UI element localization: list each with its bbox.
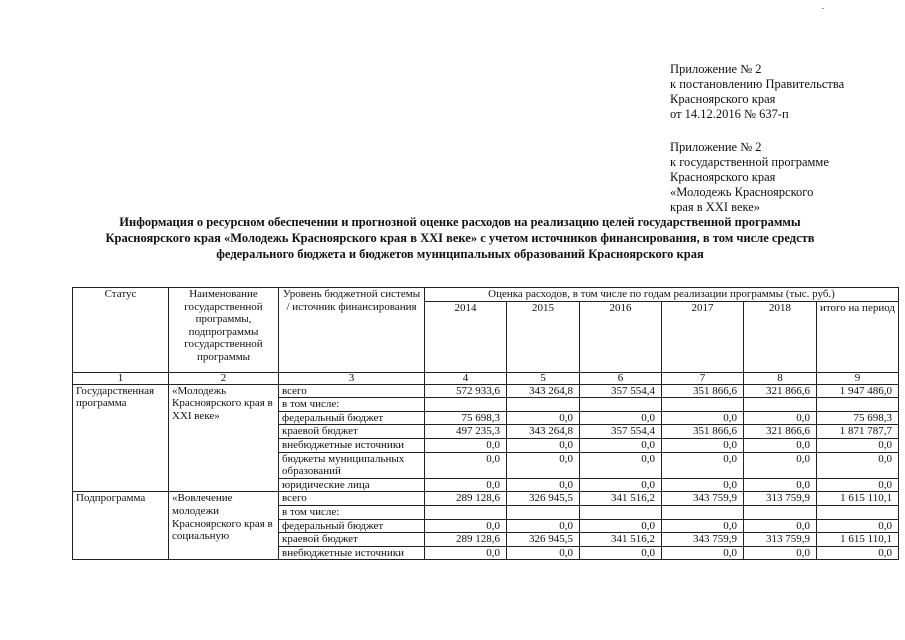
value-total — [817, 505, 899, 519]
scan-speck — [822, 8, 824, 9]
value-cell — [662, 398, 744, 412]
column-number: 6 — [580, 372, 662, 384]
column-number: 4 — [425, 372, 507, 384]
funding-source: краевой бюджет — [279, 533, 425, 547]
funding-table — [72, 287, 899, 560]
column-number: 3 — [279, 372, 425, 384]
value-cell: 313 759,9 — [744, 533, 817, 547]
value-cell: 0,0 — [425, 452, 507, 478]
value-cell: 351 866,6 — [662, 425, 744, 439]
value-cell: 351 866,6 — [662, 384, 744, 398]
value-cell: 341 516,2 — [580, 533, 662, 547]
value-cell: 0,0 — [744, 438, 817, 452]
value-total: 1 615 110,1 — [817, 492, 899, 506]
value-total: 0,0 — [817, 452, 899, 478]
header-year: 2016 — [580, 301, 662, 372]
value-cell: 0,0 — [744, 452, 817, 478]
column-number: 7 — [662, 372, 744, 384]
value-cell: 0,0 — [507, 411, 580, 425]
annex2-line: к государственной программе — [670, 155, 829, 169]
value-cell — [425, 505, 507, 519]
funding-source: федеральный бюджет — [279, 519, 425, 533]
value-cell — [744, 398, 817, 412]
value-cell: 0,0 — [580, 411, 662, 425]
value-cell: 572 933,6 — [425, 384, 507, 398]
header-total: итого на период — [817, 301, 899, 372]
annex2-line: края в XXI веке» — [670, 200, 761, 214]
value-cell — [507, 505, 580, 519]
value-cell: 0,0 — [425, 478, 507, 492]
value-cell: 0,0 — [425, 438, 507, 452]
annex2-line: «Молодежь Красноярского — [670, 185, 814, 199]
header-status: Статус — [73, 288, 169, 373]
funding-source: всего — [279, 492, 425, 506]
value-cell: 321 866,6 — [744, 425, 817, 439]
value-total: 0,0 — [817, 546, 899, 560]
value-cell: 0,0 — [662, 411, 744, 425]
value-cell: 0,0 — [507, 438, 580, 452]
annex2-line: Приложение № 2 — [670, 140, 762, 154]
value-cell: 0,0 — [662, 478, 744, 492]
value-cell: 75 698,3 — [425, 411, 507, 425]
value-cell: 0,0 — [662, 452, 744, 478]
annex2-line: Красноярского края — [670, 170, 776, 184]
value-total: 0,0 — [817, 438, 899, 452]
value-cell: 343 264,8 — [507, 384, 580, 398]
value-cell: 343 759,9 — [662, 492, 744, 506]
row-program-name: «Молодежь Красноярского края в XXI веке» — [169, 384, 279, 492]
value-cell: 343 759,9 — [662, 533, 744, 547]
funding-source: в том числе: — [279, 505, 425, 519]
value-cell: 0,0 — [744, 411, 817, 425]
funding-source: внебюджетные источники — [279, 438, 425, 452]
title-line: Информация о ресурсном обеспечении и прогнозной оценке расходов на реализацию целей государственной программы — [119, 215, 801, 229]
value-total: 1 871 787,7 — [817, 425, 899, 439]
value-cell — [662, 505, 744, 519]
column-number: 1 — [73, 372, 169, 384]
value-cell — [580, 398, 662, 412]
column-number: 2 — [169, 372, 279, 384]
value-cell: 0,0 — [744, 546, 817, 560]
column-number: 8 — [744, 372, 817, 384]
value-cell: 0,0 — [507, 519, 580, 533]
column-number: 9 — [817, 372, 899, 384]
value-cell: 0,0 — [662, 438, 744, 452]
funding-source: всего — [279, 384, 425, 398]
value-cell: 0,0 — [744, 478, 817, 492]
value-cell: 0,0 — [507, 452, 580, 478]
funding-source: юридические лица — [279, 478, 425, 492]
value-cell: 313 759,9 — [744, 492, 817, 506]
value-total: 0,0 — [817, 478, 899, 492]
funding-source: федеральный бюджет — [279, 411, 425, 425]
header-name: Наименование государственной программы, подпрограммы государственной программы — [169, 288, 279, 373]
row-status: Подпрограмма — [73, 492, 169, 560]
funding-source: краевой бюджет — [279, 425, 425, 439]
value-cell: 289 128,6 — [425, 492, 507, 506]
table-row — [73, 492, 899, 506]
value-total: 1 615 110,1 — [817, 533, 899, 547]
annex-to-program — [670, 140, 829, 215]
annex1-line: к постановлению Правительства — [670, 77, 845, 91]
value-cell: 0,0 — [580, 478, 662, 492]
value-cell: 0,0 — [744, 519, 817, 533]
title-line: Красноярского края «Молодежь Красноярского края в XXI веке» с учетом источников финансирования, в том числе средств — [105, 231, 815, 245]
value-cell: 0,0 — [425, 546, 507, 560]
value-cell — [744, 505, 817, 519]
title-line: федерального бюджета и бюджетов муниципальных образований Красноярского края — [216, 247, 704, 261]
header-year: 2018 — [744, 301, 817, 372]
value-total — [817, 398, 899, 412]
value-cell: 0,0 — [507, 546, 580, 560]
value-cell: 497 235,3 — [425, 425, 507, 439]
value-cell: 326 945,5 — [507, 533, 580, 547]
document-title — [60, 214, 860, 262]
value-cell: 289 128,6 — [425, 533, 507, 547]
value-cell: 326 945,5 — [507, 492, 580, 506]
value-cell: 0,0 — [580, 452, 662, 478]
funding-source: бюджеты муниципальных образований — [279, 452, 425, 478]
column-number: 5 — [507, 372, 580, 384]
annex-to-resolution — [670, 62, 844, 122]
header-estimate: Оценка расходов, в том числе по годам реализации программы (тыс. руб.) — [425, 288, 899, 302]
column-numbers-row — [73, 372, 899, 384]
annex1-line: Красноярского края — [670, 92, 776, 106]
row-status: Государственная программа — [73, 384, 169, 492]
value-cell: 0,0 — [580, 546, 662, 560]
value-cell — [580, 505, 662, 519]
value-cell: 0,0 — [580, 519, 662, 533]
value-cell: 341 516,2 — [580, 492, 662, 506]
annex1-line: от 14.12.2016 № 637-п — [670, 107, 789, 121]
value-cell — [425, 398, 507, 412]
funding-source: внебюджетные источники — [279, 546, 425, 560]
value-cell: 0,0 — [662, 519, 744, 533]
header-year: 2015 — [507, 301, 580, 372]
value-cell: 0,0 — [507, 478, 580, 492]
annex1-line: Приложение № 2 — [670, 62, 762, 76]
value-total: 1 947 486,0 — [817, 384, 899, 398]
value-cell: 343 264,8 — [507, 425, 580, 439]
value-cell: 0,0 — [425, 519, 507, 533]
value-cell: 357 554,4 — [580, 425, 662, 439]
header-level: Уровень бюджетной системы / источник финансирования — [279, 288, 425, 373]
value-cell: 0,0 — [662, 546, 744, 560]
funding-source: в том числе: — [279, 398, 425, 412]
value-cell: 321 866,6 — [744, 384, 817, 398]
value-cell: 357 554,4 — [580, 384, 662, 398]
row-program-name: «Вовлечение молодежи Красноярского края в социальную — [169, 492, 279, 560]
header-year: 2017 — [662, 301, 744, 372]
value-cell: 0,0 — [580, 438, 662, 452]
header-year: 2014 — [425, 301, 507, 372]
value-cell — [507, 398, 580, 412]
value-total: 75 698,3 — [817, 411, 899, 425]
table-row — [73, 384, 899, 398]
value-total: 0,0 — [817, 519, 899, 533]
